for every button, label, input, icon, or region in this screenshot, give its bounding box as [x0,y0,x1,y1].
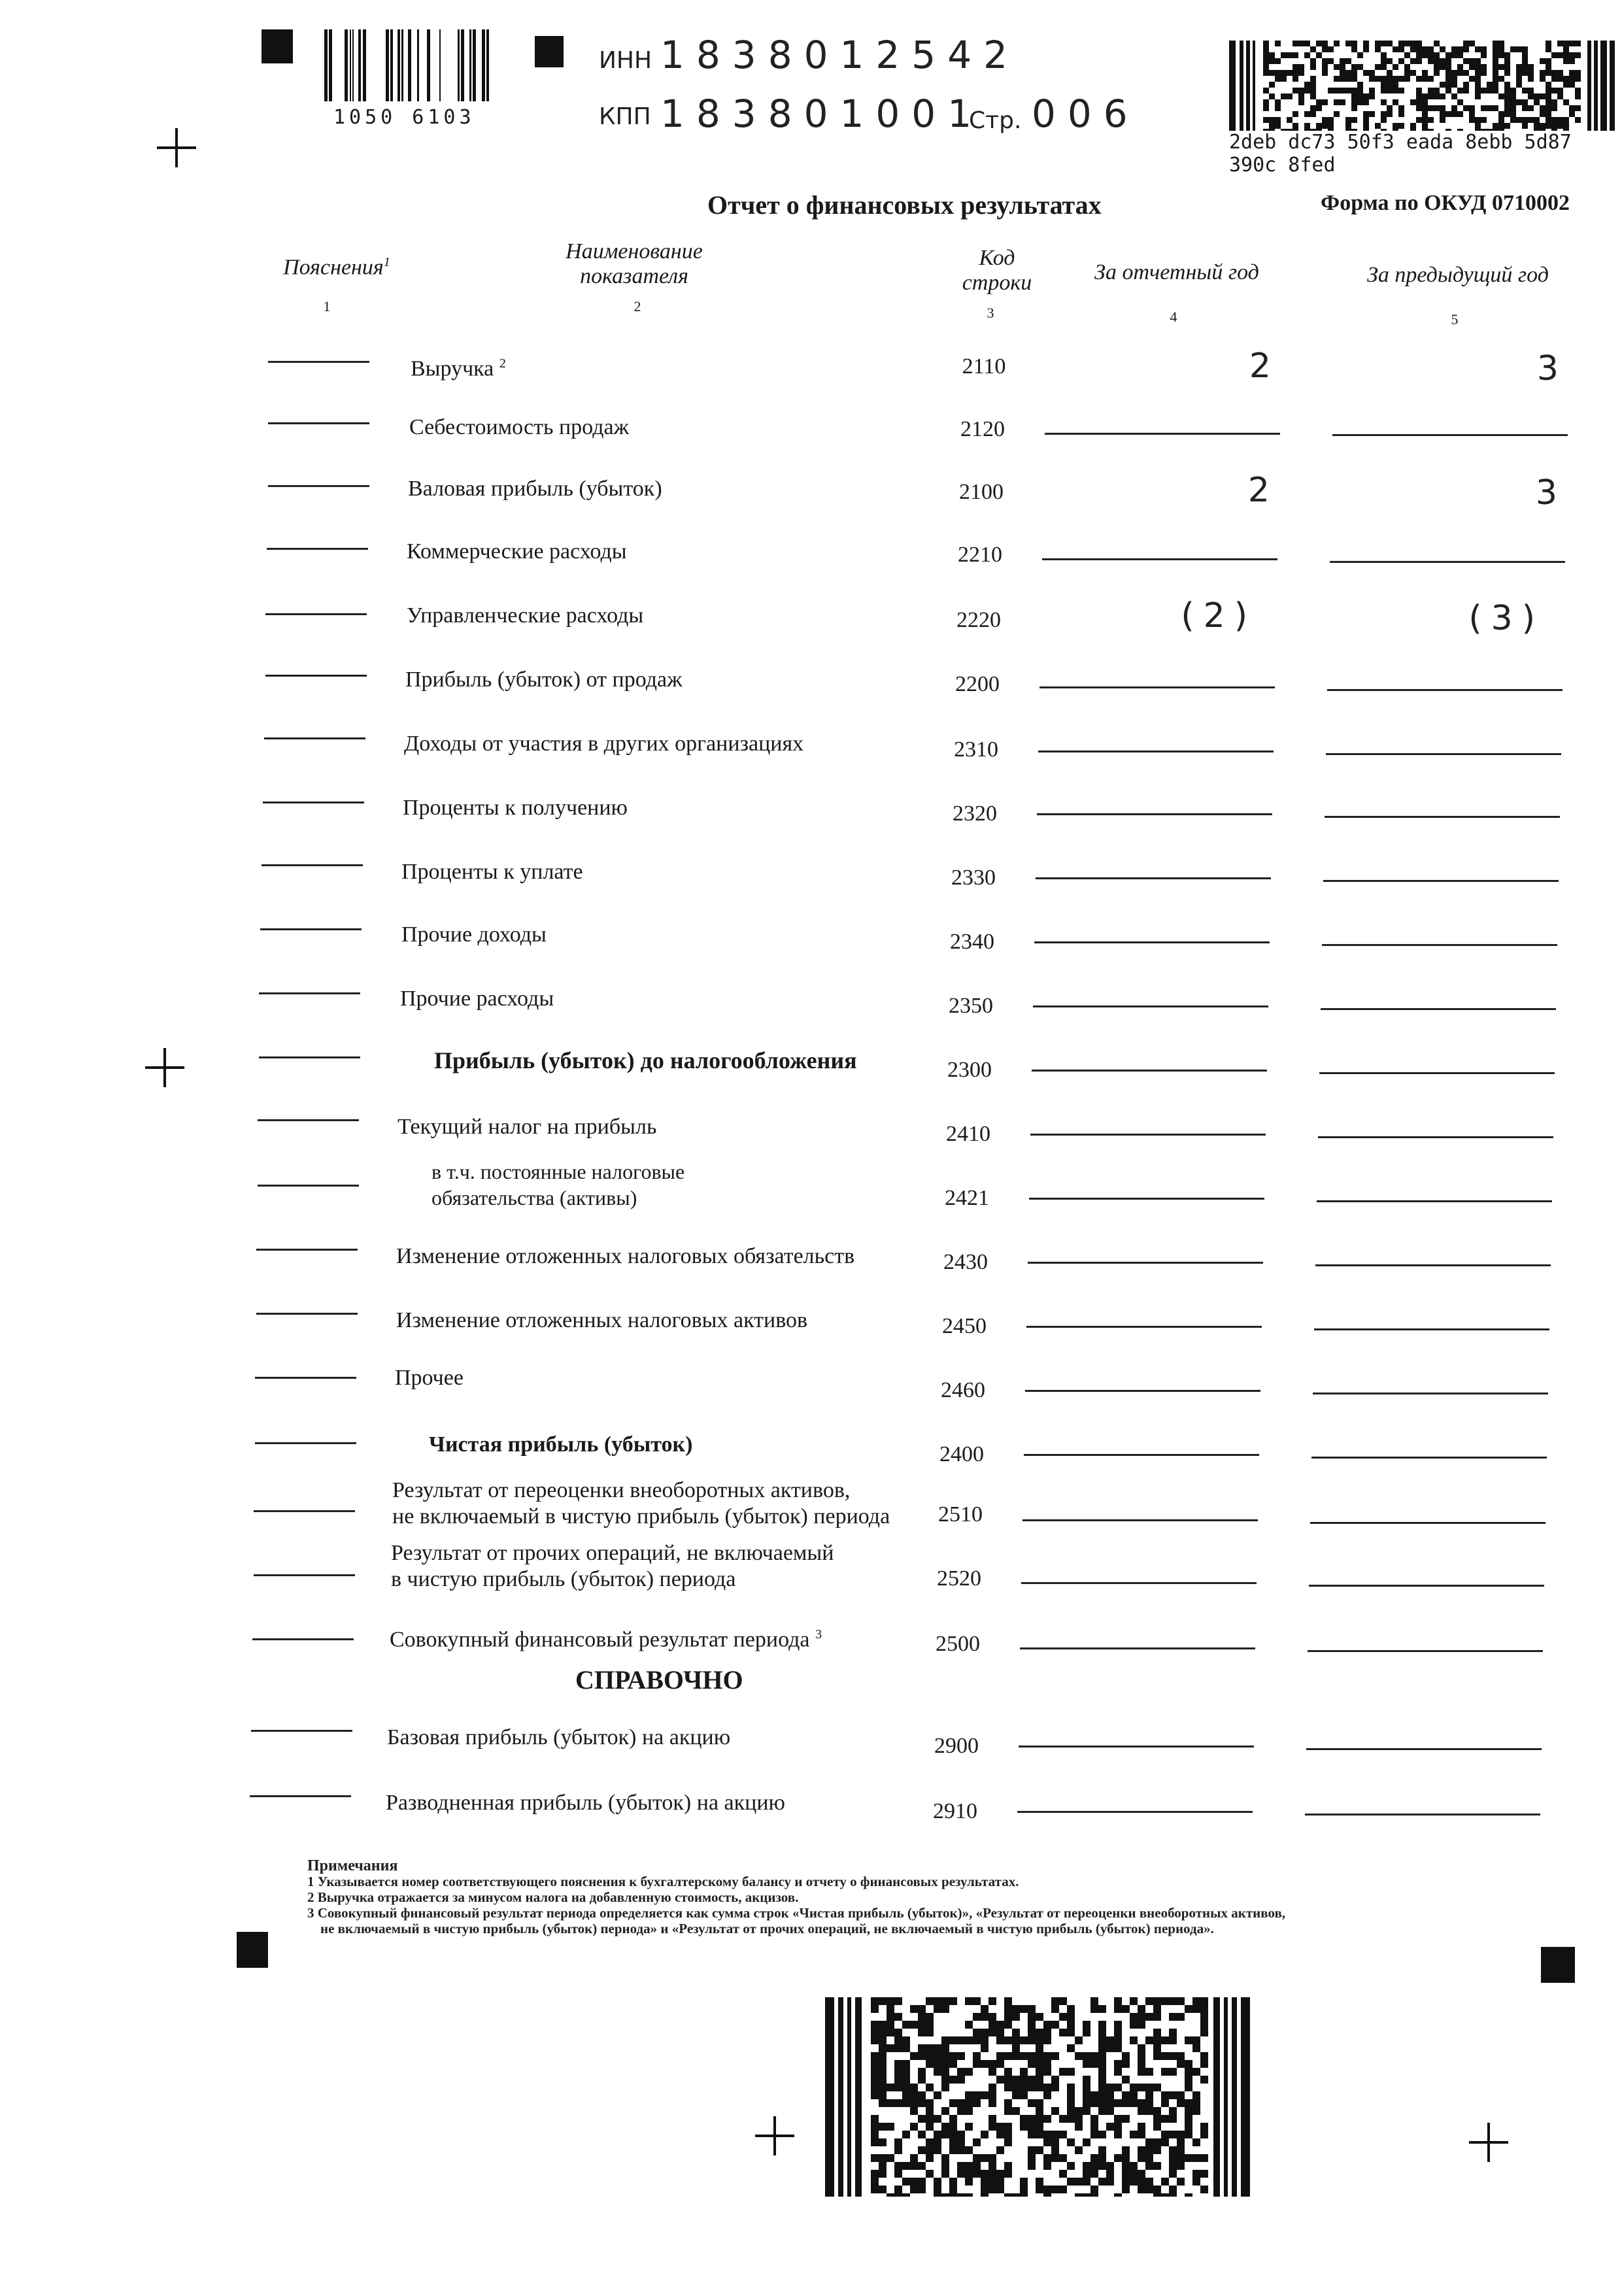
explanation-blank [252,1638,354,1640]
page-title: Отчет о финансовых результатах [707,190,1102,220]
inn-label: ИНН [599,47,652,74]
row-code: 2450 [942,1314,987,1338]
explanation-blank [268,422,369,424]
value-blank-previous [1308,1650,1543,1652]
row-label-other-expenses: Прочие расходы [400,987,554,1011]
value-blank-current [1028,1262,1263,1264]
value-blank-previous [1326,753,1561,755]
value-blank-current [1019,1746,1254,1747]
value-blank-current [1020,1647,1255,1649]
row-code: 2320 [953,802,997,826]
column-number-3: 3 [987,305,994,321]
explanation-blank [268,361,369,363]
value-blank-current [1034,941,1270,943]
row-code: 2220 [956,608,1001,632]
row-code: 2100 [959,480,1004,504]
value-blank-current [1022,1519,1258,1521]
row-code: 2210 [958,543,1002,567]
row-code: 2460 [941,1378,985,1402]
crosshair-mark-bottom-right [1469,2123,1508,2162]
value-blank-current [1024,1454,1259,1456]
row-code: 2900 [934,1734,979,1758]
explanation-blank [258,1119,359,1121]
row-label-revenue: Выручка $^2$ [411,356,506,381]
explanation-blank [265,613,367,615]
row-label-current-income-tax: Текущий налог на прибыль [397,1115,657,1139]
row-code: 2910 [933,1799,977,1823]
value-blank-previous [1305,1814,1540,1815]
value-blank-previous [1323,880,1559,882]
explanation-blank [259,992,360,994]
row-label-admin-expenses: Управленческие расходы [407,603,644,628]
value-blank-current [1036,877,1271,879]
value-blank-previous [1319,1072,1555,1074]
registration-square-top-mid [535,36,564,67]
pdf417-barcode-top [1229,41,1615,131]
value-previous-year: (3) [1468,599,1544,638]
row-label-permanent-tax-liabilities: в т.ч. постоянные налоговые обязательства (активы) [431,1160,685,1209]
column-number-2: 2 [634,298,641,314]
value-blank-current [1038,751,1274,752]
explanation-blank [256,1249,358,1251]
value-blank-previous [1330,561,1565,563]
column-header-indicator: Наименование показателя [566,239,703,288]
value-blank-current [1039,686,1275,688]
value-blank-previous [1318,1136,1553,1138]
row-label-other-income: Прочие доходы [401,922,547,947]
note-3: 3 Совокупный финансовый результат периода определяется как сумма строк «Чистая прибыль (убыток)», «Результат от переоценки внеоборотных активов, [307,1905,1286,1921]
value-blank-previous [1322,944,1557,946]
row-code: 2520 [937,1566,981,1591]
page-label: Стр. [969,107,1022,134]
value-blank-current [1045,433,1280,435]
row-label-other-operations-result: Результат от прочих операций, не включаемый в чистую прибыль (убыток) периода [391,1541,834,1591]
value-blank-current [1017,1811,1253,1813]
explanation-blank [264,737,365,739]
value-blank-current [1042,558,1277,560]
row-label-profit-before-tax: Прибыль (убыток) до налогообложения [434,1047,857,1073]
column-header-current-year: За отчетный год [1094,260,1259,284]
value-blank-current [1029,1198,1264,1200]
row-code: 2400 [939,1442,984,1466]
note-2: 2 Выручка отражается за минусом налога на добавленную стоимость, акцизов. [307,1889,799,1905]
value-blank-previous [1306,1748,1542,1750]
explanation-blank [256,1313,358,1315]
row-label-basic-eps: Базовая прибыль (убыток) на акцию [387,1725,731,1749]
explanation-blank [262,864,363,866]
crosshair-mark-bottom-left [755,2116,794,2155]
row-code: 2350 [949,994,993,1018]
registration-square-top-left [262,29,293,63]
kpp-label: КПП [599,103,651,130]
value-previous-year: 3 [1535,473,1561,513]
explanation-blank [268,485,369,487]
value-blank-previous [1309,1585,1544,1587]
row-label-deferred-tax-assets-change: Изменение отложенных налоговых активов [396,1308,808,1332]
column-header-previous-year: За предыдущий год [1367,263,1549,287]
explanation-blank [255,1442,356,1444]
value-blank-previous [1313,1393,1548,1394]
explanation-blank [254,1510,355,1512]
explanation-blank [255,1377,356,1379]
explanation-blank [260,928,362,930]
note-1: 1 Указывается номер соответствующего пояснения к бухгалтерскому балансу и отчету о финансовых результатах. [307,1874,1019,1889]
explanation-blank [254,1574,355,1576]
value-blank-current [1025,1390,1260,1392]
row-label-selling-expenses: Коммерческие расходы [407,539,627,564]
row-label-total-financial-result: Совокупный финансовый результат периода $^3$ [390,1627,822,1652]
explanation-blank [250,1795,351,1797]
value-blank-previous [1314,1328,1549,1330]
value-blank-current [1033,1005,1268,1007]
value-blank-current [1037,813,1272,815]
explanation-blank [259,1056,360,1058]
explanation-blank [267,548,368,550]
value-blank-previous [1317,1200,1552,1202]
row-label-deferred-tax-liabilities-change: Изменение отложенных налоговых обязательств [396,1244,855,1268]
row-code: 2110 [962,354,1006,379]
value-blank-previous [1321,1008,1556,1010]
value-previous-year: 3 [1536,349,1563,388]
row-code: 2500 [936,1632,980,1656]
registration-square-bottom-right [1541,1947,1575,1983]
value-current-year: 2 [1249,346,1275,386]
row-code: 2510 [938,1502,983,1527]
barcode-number: 1050 6103 [333,106,475,129]
row-label-interest-payable: Проценты к уплате [401,860,583,884]
row-code: 2120 [960,417,1005,441]
value-blank-previous [1311,1457,1547,1459]
page-value: 006 [1032,92,1140,136]
column-header-explanations: Пояснения$^1$ [283,255,390,280]
crosshair-mark-top-left [157,128,196,167]
row-label-diluted-eps: Разводненная прибыль (убыток) на акцию [386,1791,785,1815]
okud-form-code: Форма по ОКУД 0710002 [1321,191,1570,215]
row-label-sales-profit: Прибыль (убыток) от продаж [405,667,683,692]
reference-section-heading: СПРАВОЧНО [575,1665,743,1695]
column-number-5: 5 [1451,311,1459,328]
column-header-code: Код строки [962,246,1032,295]
row-code: 2310 [954,737,998,762]
explanation-blank [258,1185,359,1187]
row-label-interest-receivable: Проценты к получению [403,796,628,820]
row-label-gross-profit: Валовая прибыль (убыток) [408,477,662,501]
explanation-blank [265,675,367,677]
row-code: 2410 [946,1122,990,1146]
inn-value: 1838012542 [660,33,1020,77]
value-current-year: 2 [1247,471,1274,510]
value-blank-previous [1325,816,1560,818]
explanation-blank [251,1730,352,1732]
row-code: 2330 [951,866,996,890]
kpp-value: 183801001 [660,92,984,136]
value-blank-current [1026,1326,1262,1328]
pdf417-barcode-bottom [825,1997,1250,2197]
row-code: 2200 [955,672,1000,696]
row-code: 2300 [947,1058,992,1082]
value-blank-previous [1310,1522,1546,1524]
column-number-1: 1 [323,298,331,314]
footnotes [307,1858,1285,1936]
row-label-income-from-participation: Доходы от участия в других организациях [404,732,804,756]
value-blank-current [1021,1582,1257,1584]
row-label-net-profit: Чистая прибыль (убыток) [429,1432,693,1457]
note-3-continued: не включаемый в чистую прибыль (убыток) периода» и «Результат от прочих операций, не включаемый в чистую прибыль (убыток) периода». [320,1921,1214,1936]
crosshair-mark-left [145,1048,184,1087]
row-code: 2430 [943,1250,988,1274]
row-label-other: Прочее [395,1366,464,1390]
row-label-cost-of-sales: Себестоимость продаж [409,415,630,439]
notes-title: Примечания [307,1857,398,1874]
barcode-hash: 2deb dc73 50f3 eada 8ebb 5d87 390c 8fed [1229,131,1572,177]
value-blank-current [1030,1134,1266,1136]
value-blank-previous [1327,689,1563,691]
explanation-blank [263,802,364,803]
row-code: 2421 [945,1186,989,1210]
column-number-4: 4 [1170,309,1177,325]
row-code: 2340 [950,930,994,954]
value-current-year: (2) [1181,596,1257,635]
value-blank-previous [1315,1264,1551,1266]
value-blank-previous [1332,434,1568,436]
registration-square-bottom-left [237,1932,268,1968]
linear-barcode [320,29,497,101]
row-label-revaluation-result: Результат от переоценки внеоборотных активов, не включаемый в чистую прибыль (убыток) периода [392,1478,890,1528]
value-blank-current [1032,1070,1267,1072]
